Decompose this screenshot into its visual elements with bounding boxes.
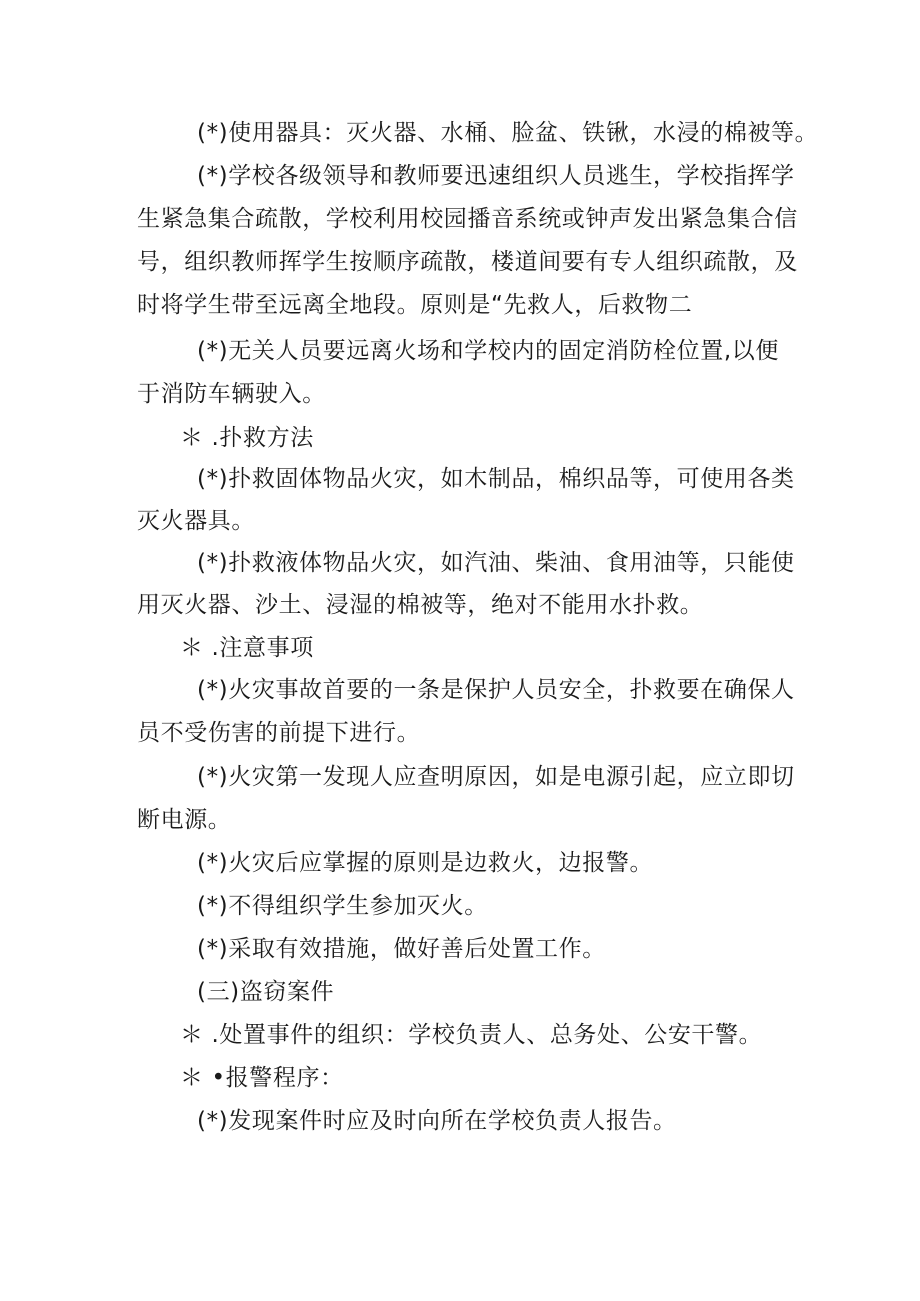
- text-line: 生紧急集合疏散，学校利用校园播音系统或钟声发出紧急集合信: [137, 206, 798, 232]
- section-heading: (三)盗窃案件: [197, 979, 335, 1005]
- text-line: (*)火灾第一发现人应查明原因，如是电源引起，应立即切: [197, 764, 795, 790]
- section-heading: ＊ .扑救方法: [180, 425, 314, 451]
- text-line: 用灭火器、沙土、浸湿的棉被等，绝对不能用水扑救。: [137, 592, 704, 618]
- text-line: (*)火灾事故首要的一条是保护人员安全，扑救要在确保人: [197, 677, 795, 703]
- text-line: (*)扑救固体物品火灾，如木制品，棉织品等，可使用各类: [197, 466, 795, 492]
- text-line: (*)发现案件时应及时向所在学校负责人报告。: [197, 1108, 677, 1134]
- section-heading: ＊ .注意事项: [180, 635, 314, 661]
- text-line: (*)无关人员要远离火场和学校内的固定消防栓位置,以便: [197, 338, 779, 364]
- text-line: (*)火灾后应掌握的原则是边救火，边报警。: [197, 850, 654, 876]
- text-line: (*)学校各级领导和教师要迅速组织人员逃生，学校指挥学: [197, 163, 795, 189]
- text-line: 灭火器具。: [137, 508, 255, 534]
- text-line: (*)不得组织学生参加灭火。: [197, 893, 488, 919]
- text-line: 员不受伤害的前提下进行。: [137, 720, 421, 746]
- text-line: (*)使用器具：灭火器、水桶、脸盆、铁锹，水浸的棉被等。: [197, 120, 819, 146]
- text-line: (*)采取有效措施，做好善后处置工作。: [197, 936, 606, 962]
- text-line: 断电源。: [137, 807, 232, 833]
- text-line: 时将学生带至远离全地段。原则是“先救人，后救物二: [137, 292, 693, 318]
- text-line: ＊ .处置事件的组织：学校负责人、总务处、公安干警。: [180, 1022, 763, 1048]
- text-line: 于消防车辆驶入。: [137, 381, 326, 407]
- text-line: ＊ •报警程序：: [180, 1065, 344, 1091]
- text-line: (*)扑救液体物品火灾，如汽油、柴油、食用油等，只能使: [197, 550, 795, 576]
- text-line: 号，组织教师挥学生按顺序疏散，楼道间要有专人组织疏散，及: [137, 249, 798, 275]
